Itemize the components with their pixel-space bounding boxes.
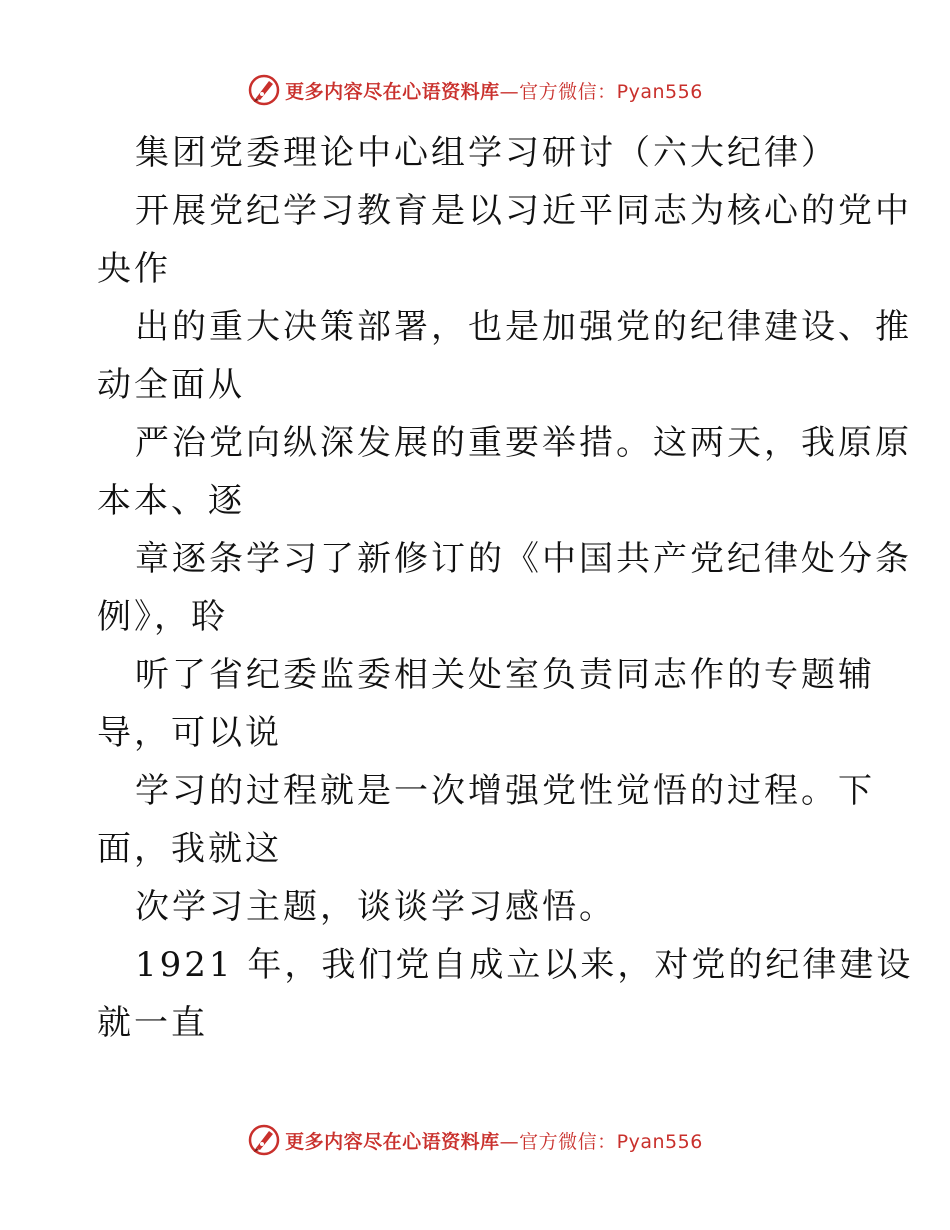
watermark-text	[285, 1127, 703, 1154]
document-body	[97, 124, 914, 1052]
watermark-slogan: 更多内容尽在心语资料库	[285, 80, 500, 103]
text-line: 面，我就这	[97, 829, 282, 869]
text-line: 1921 年，我们党自成立以来，对党的纪律建设	[135, 945, 914, 985]
text-line: 学习的过程就是一次增强党性觉悟的过程。下	[135, 771, 875, 811]
text-line: 动全面从	[97, 365, 245, 405]
text-line: 就一直	[97, 1003, 208, 1043]
watermark-text	[285, 77, 703, 104]
watermark-dash: —	[499, 80, 520, 103]
pen-feather-logo-icon	[247, 73, 281, 107]
text-line: 开展党纪学习教育是以习近平同志为核心的党中	[135, 191, 912, 231]
text-line: 央作	[97, 249, 171, 289]
text-line: 次学习主题，谈谈学习感悟。	[135, 887, 616, 927]
text-line: 严治党向纵深发展的重要举措。这两天，我原原	[135, 423, 912, 463]
document-title: 集团党委理论中心组学习研讨（六大纪律）	[135, 133, 838, 173]
text-line: 听了省纪委监委相关处室负责同志作的专题辅	[135, 655, 875, 695]
pen-feather-logo-icon	[247, 1123, 281, 1157]
text-line: 例》，聆	[97, 597, 228, 637]
text-line: 出的重大决策部署，也是加强党的纪律建设、推	[135, 307, 912, 347]
text-line: 章逐条学习了新修订的《中国共产党纪律处分条	[135, 539, 912, 579]
text-line: 导，可以说	[97, 713, 282, 753]
watermark-wechat: 官方微信：Pyan556	[519, 80, 703, 103]
watermark-dash: —	[499, 1130, 520, 1153]
header-watermark-banner	[0, 70, 950, 110]
text-line: 本本、逐	[97, 481, 245, 521]
watermark-wechat: 官方微信：Pyan556	[519, 1130, 703, 1153]
footer-watermark-banner	[0, 1120, 950, 1160]
watermark-slogan: 更多内容尽在心语资料库	[285, 1130, 500, 1153]
